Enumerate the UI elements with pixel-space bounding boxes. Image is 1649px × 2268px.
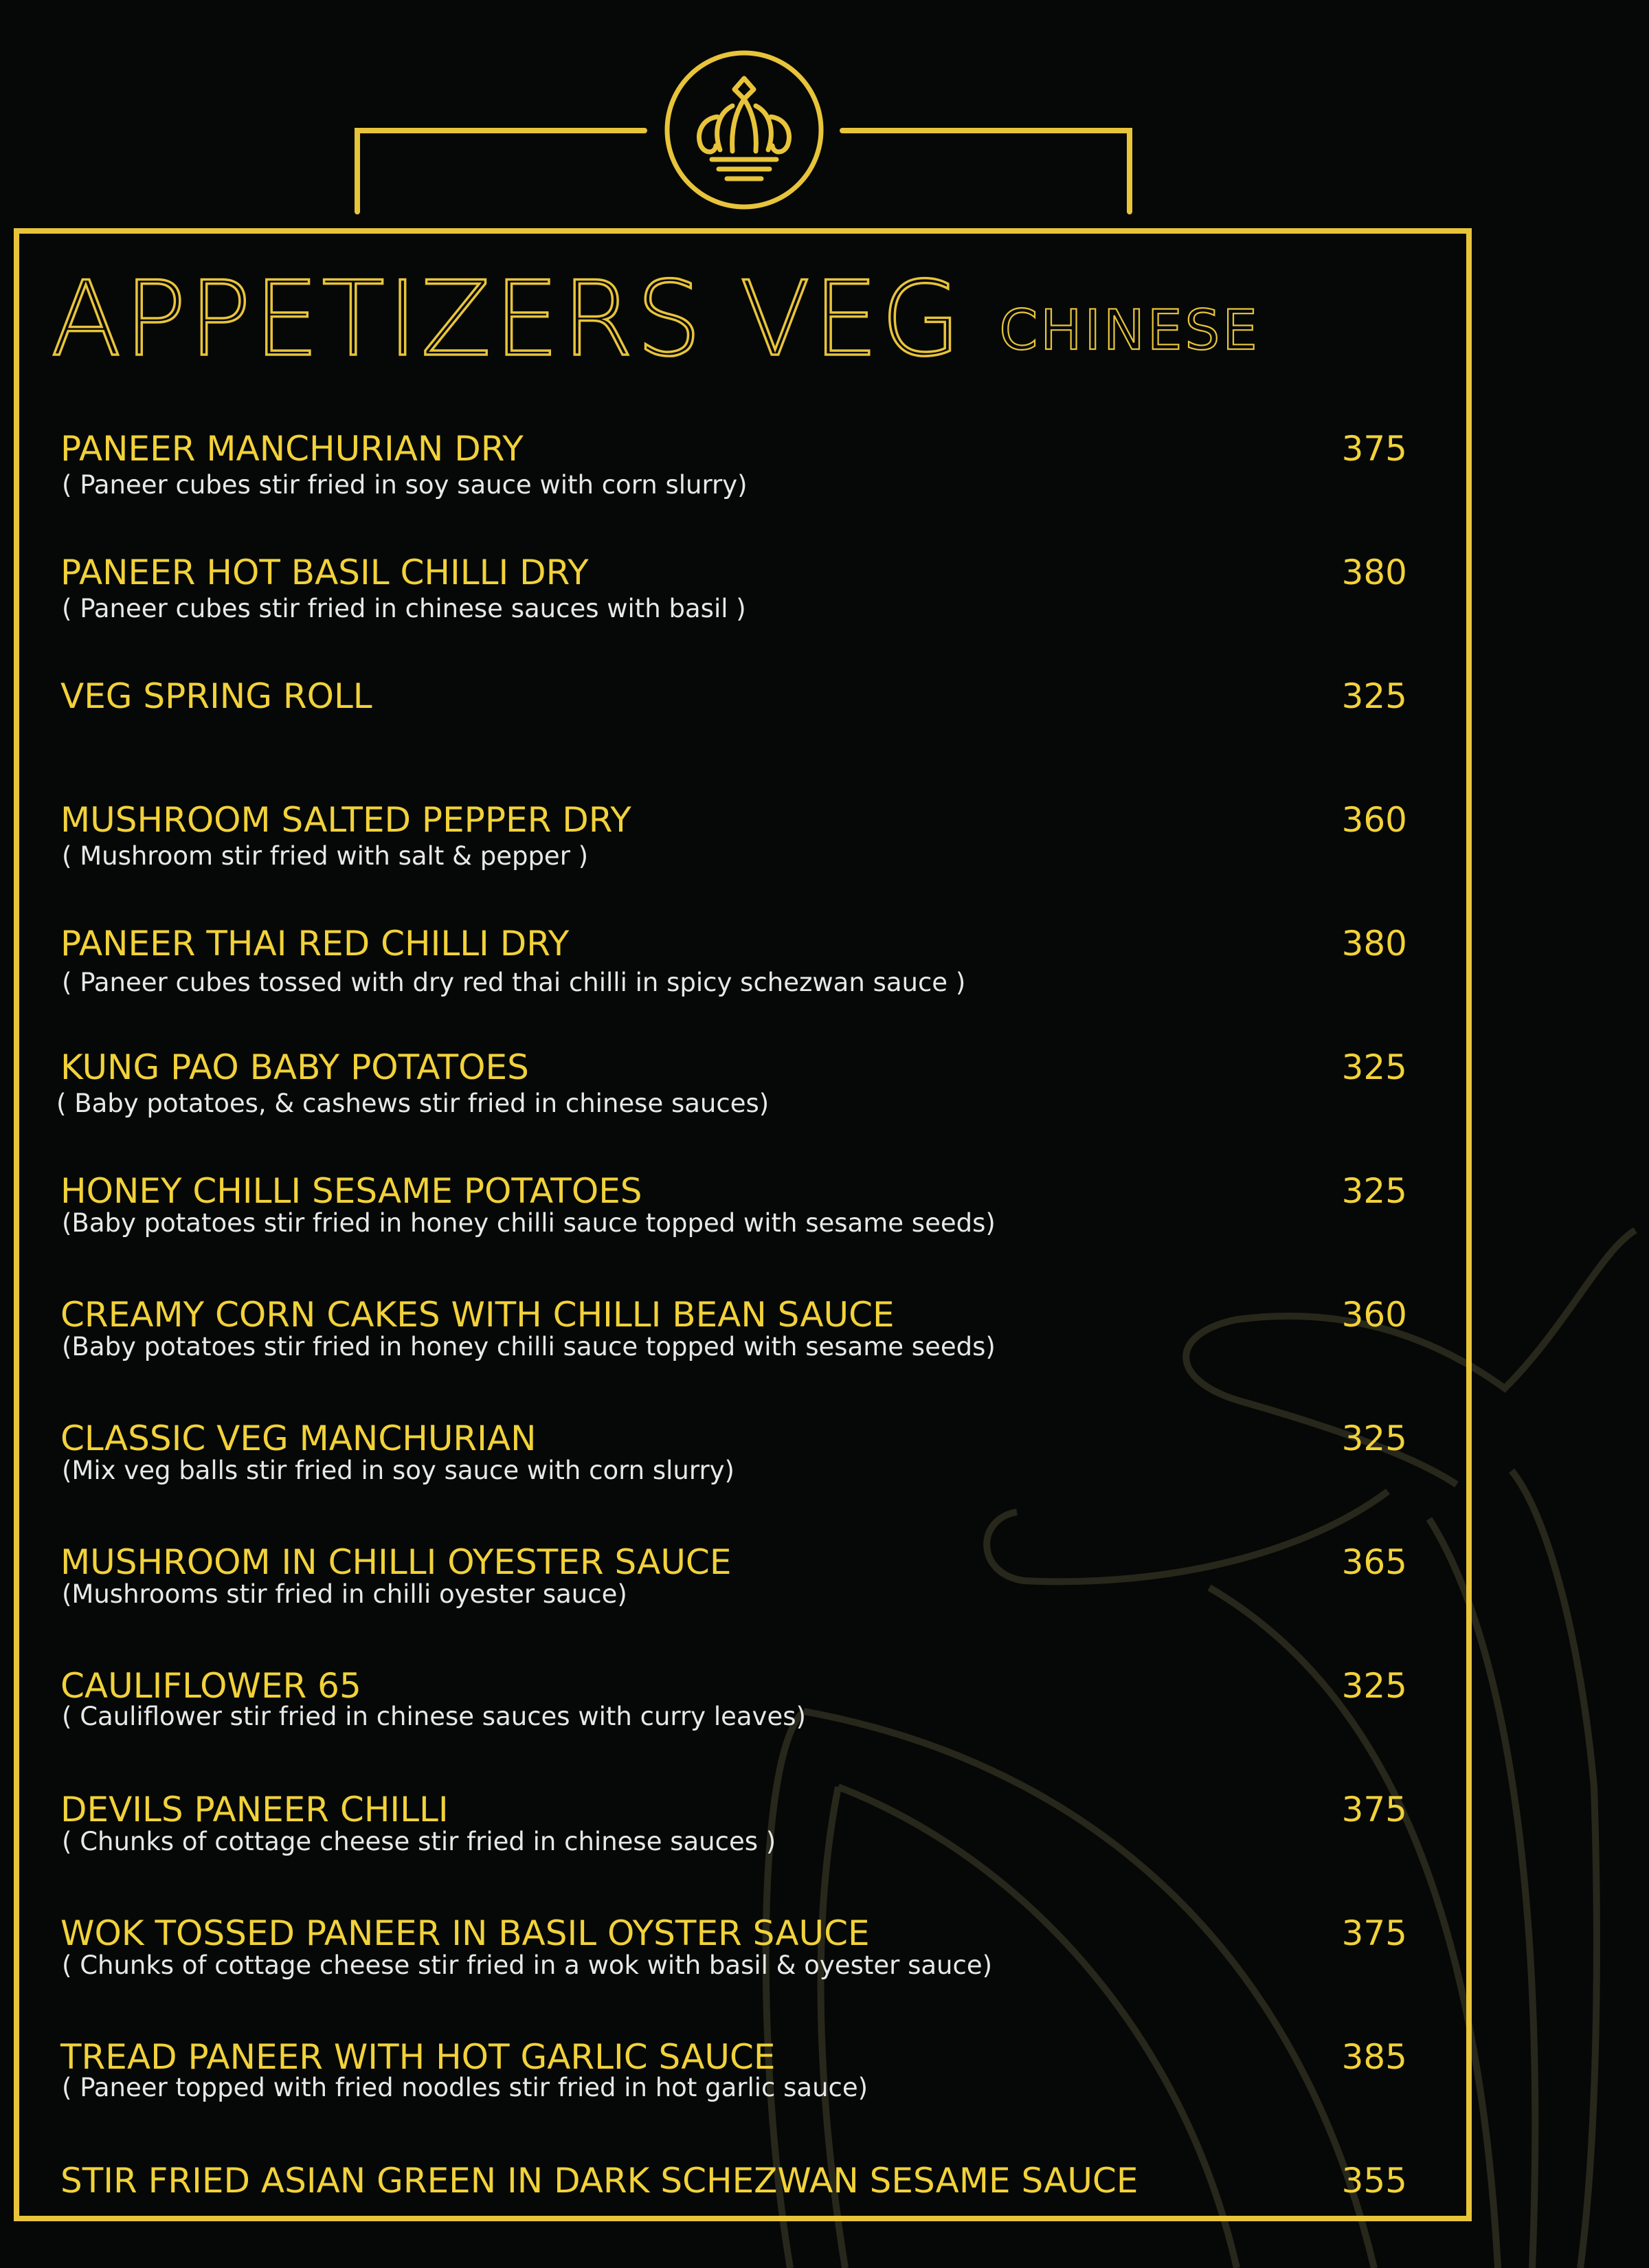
item-price: 365 <box>1341 1542 1407 1582</box>
header-bracket <box>0 0 1649 234</box>
page-title: APPETIZERS VEG <box>51 260 964 379</box>
item-price: 375 <box>1341 1913 1407 1953</box>
lotus-emblem-logo <box>664 49 824 210</box>
item-price: 385 <box>1341 2037 1407 2077</box>
item-description: (Mushrooms stir fried in chilli oyester sauce) <box>62 1579 627 1609</box>
item-description: ( Paneer topped with fried noodles stir fried in hot garlic sauce) <box>62 2073 868 2102</box>
item-price: 325 <box>1341 676 1407 716</box>
item-price: 325 <box>1341 1419 1407 1458</box>
item-name: MUSHROOM IN CHILLI OYESTER SAUCE <box>60 1542 732 1582</box>
item-name: PANEER THAI RED CHILLI DRY <box>60 924 570 964</box>
item-name: WOK TOSSED PANEER IN BASIL OYSTER SAUCE <box>60 1913 870 1953</box>
item-price: 360 <box>1341 1295 1407 1335</box>
item-name: KUNG PAO BABY POTATOES <box>60 1047 529 1087</box>
item-name: STIR FRIED ASIAN GREEN IN DARK SCHEZWAN SESAME SAUCE <box>60 2161 1138 2201</box>
item-description: (Baby potatoes stir fried in honey chilli sauce topped with sesame seeds) <box>62 1332 996 1361</box>
item-price: 325 <box>1341 1666 1407 1706</box>
item-description: ( Cauliflower stir fried in chinese sauces with curry leaves) <box>62 1702 806 1731</box>
item-price: 375 <box>1341 429 1407 469</box>
item-description: (Mix veg balls stir fried in soy sauce with corn slurry) <box>62 1456 734 1485</box>
item-name: CAULIFLOWER 65 <box>60 1666 361 1706</box>
item-price: 380 <box>1341 924 1407 964</box>
item-description: (Baby potatoes stir fried in honey chilli sauce topped with sesame seeds) <box>62 1208 996 1238</box>
item-description: ( Paneer cubes stir fried in chinese sauces with basil ) <box>62 594 746 623</box>
item-price: 355 <box>1341 2161 1407 2201</box>
item-name: CREAMY CORN CAKES WITH CHILLI BEAN SAUCE <box>60 1295 895 1335</box>
item-name: PANEER MANCHURIAN DRY <box>60 429 524 469</box>
item-name: MUSHROOM SALTED PEPPER DRY <box>60 800 631 840</box>
item-price: 375 <box>1341 1790 1407 1830</box>
item-name: TREAD PANEER WITH HOT GARLIC SAUCE <box>60 2037 776 2077</box>
item-description: ( Chunks of cottage cheese stir fried in a wok with basil & oyester sauce) <box>62 1950 993 1980</box>
item-description: ( Mushroom stir fried with salt & pepper ) <box>62 841 589 871</box>
menu-header <box>51 260 1260 379</box>
item-description: ( Paneer cubes stir fried in soy sauce with corn slurry) <box>62 470 748 500</box>
item-name: HONEY CHILLI SESAME POTATOES <box>60 1171 642 1211</box>
item-name: DEVILS PANEER CHILLI <box>60 1790 449 1830</box>
item-description: ( Paneer cubes tossed with dry red thai chilli in spicy schezwan sauce ) <box>62 968 966 997</box>
item-price: 360 <box>1341 800 1407 840</box>
item-price: 380 <box>1341 553 1407 592</box>
item-name: PANEER HOT BASIL CHILLI DRY <box>60 553 589 592</box>
item-price: 325 <box>1341 1047 1407 1087</box>
page-subtitle: CHINESE <box>999 298 1260 362</box>
item-name: VEG SPRING ROLL <box>60 676 372 716</box>
item-price: 325 <box>1341 1171 1407 1211</box>
item-description: ( Baby potatoes, & cashews stir fried in chinese sauces) <box>56 1089 770 1118</box>
item-name: CLASSIC VEG MANCHURIAN <box>60 1419 537 1458</box>
item-description: ( Chunks of cottage cheese stir fried in chinese sauces ) <box>62 1827 776 1856</box>
